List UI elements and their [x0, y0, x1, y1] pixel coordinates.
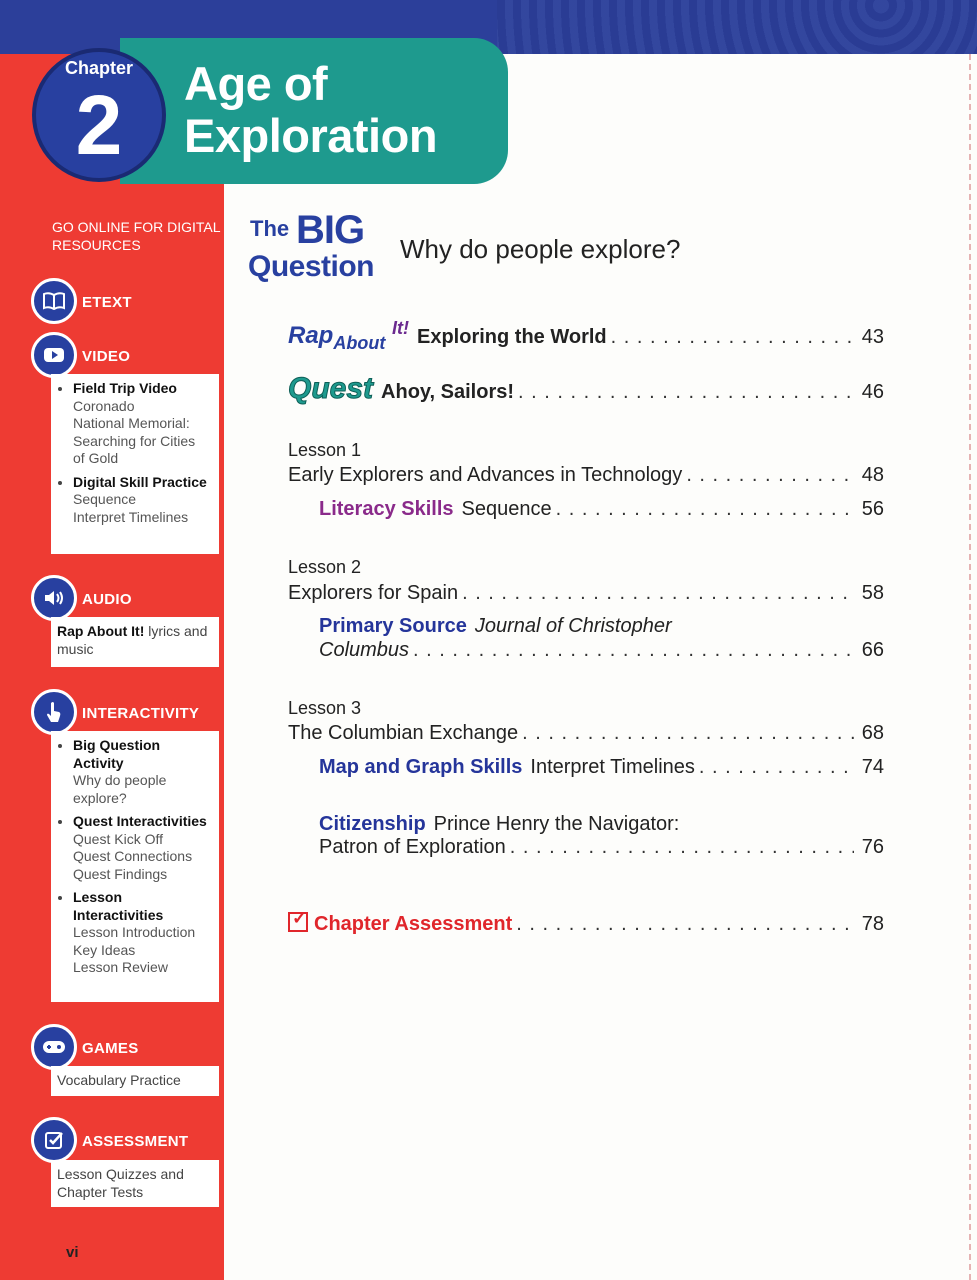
toc-page: 46	[861, 381, 884, 403]
interactivity-item-line: Quest Kick Off	[73, 830, 163, 847]
toc-title: Journal of Christopher	[474, 615, 672, 637]
feature-label: Citizenship	[319, 813, 426, 835]
toc-map-graph-row[interactable]	[319, 756, 884, 779]
big-question-text: Why do people explore?	[400, 234, 681, 264]
big-question-the: The	[250, 216, 290, 241]
big-question-logo	[248, 210, 384, 288]
toc-title: Interpret Timelines	[530, 756, 695, 778]
feature-label: Map and Graph Skills	[319, 756, 523, 778]
interactivity-item-line: Lesson Introduction	[73, 924, 196, 940]
big-question-question: Question	[248, 250, 375, 283]
pointer-hand-icon[interactable]	[31, 689, 77, 735]
chapter-title-banner	[120, 38, 508, 184]
leader-dots	[462, 582, 854, 605]
leader-dots	[522, 722, 854, 745]
leader-dots	[556, 498, 854, 521]
feature-label: Literacy Skills	[319, 498, 454, 520]
video-item-line: Sequence	[73, 491, 137, 507]
video-item-line: of Gold	[73, 450, 119, 466]
leader-dots	[686, 464, 854, 487]
toc-primary-source-row[interactable]	[319, 639, 884, 662]
video-item-line: National Memorial:	[73, 415, 190, 431]
toc-title: Explorers for Spain	[288, 582, 459, 604]
interactivity-item-line: Key Ideas	[73, 941, 136, 958]
audio-text: lyrics and music	[57, 623, 208, 657]
assessment-heading: ASSESSMENT	[82, 1133, 189, 1150]
book-icon[interactable]	[31, 278, 77, 324]
lesson-header: Lesson 3	[288, 698, 362, 718]
feature-label: Primary Source	[319, 615, 467, 637]
checkbox-icon	[288, 912, 308, 932]
it-word: It!	[392, 318, 409, 338]
toc-page: 74	[861, 756, 884, 778]
assessment-box[interactable]: Lesson Quizzes and Chapter Tests	[51, 1160, 219, 1207]
toc-quest-row[interactable]	[288, 372, 884, 406]
interactivity-item-line: Why do people	[73, 772, 167, 788]
toc-rap-row[interactable]	[288, 318, 884, 354]
interactivity-heading: INTERACTIVITY	[82, 705, 200, 722]
leader-dots	[510, 836, 854, 859]
video-item-line: Interpret Timelines	[73, 508, 189, 525]
interactivity-item-line: explore?	[73, 789, 127, 806]
audio-heading: AUDIO	[82, 591, 132, 608]
decorative-pattern	[497, 0, 977, 54]
toc-page: 76	[861, 836, 884, 858]
page-number: vi	[66, 1244, 79, 1261]
toc-lesson3-row[interactable]	[288, 722, 884, 745]
games-heading: GAMES	[82, 1040, 139, 1057]
toc-page: 78	[861, 913, 884, 935]
interactivity-item-title: Lesson Interactivities	[73, 889, 164, 923]
chapter-number: 2	[75, 78, 123, 172]
interactivity-item-title: Quest Interactivities	[73, 813, 207, 829]
toc-title: Exploring the World	[417, 326, 607, 348]
list-item[interactable]	[73, 737, 213, 807]
leader-dots	[699, 756, 854, 779]
video-item-title: Digital Skill Practice	[73, 473, 207, 490]
video-heading: VIDEO	[82, 348, 131, 365]
checkbox-icon[interactable]	[31, 1117, 77, 1163]
leader-dots	[516, 913, 854, 936]
toc-lesson2-row[interactable]	[288, 582, 884, 605]
leader-dots	[413, 639, 854, 662]
speaker-icon[interactable]	[31, 575, 77, 621]
chapter-number-badge	[32, 48, 166, 182]
toc-page: 56	[861, 498, 884, 520]
interactivity-item-line: Lesson Review	[73, 959, 168, 975]
toc-page: 43	[861, 326, 884, 348]
interactivity-item-line: Quest Connections	[73, 848, 193, 864]
toc-title: The Columbian Exchange	[288, 722, 519, 744]
audio-bold: Rap About It!	[57, 623, 145, 639]
lesson-header: Lesson 2	[288, 557, 362, 577]
big-question-big: BIG	[296, 208, 365, 252]
video-list	[51, 374, 219, 554]
toc-literacy-row[interactable]	[319, 498, 884, 521]
video-item-line: Searching for Cities	[73, 432, 196, 449]
toc-page: 58	[861, 582, 884, 604]
games-box[interactable]: Vocabulary Practice	[51, 1066, 219, 1096]
toc-title: Prince Henry the Navigator:	[433, 813, 680, 835]
toc-title: Ahoy, Sailors!	[381, 381, 515, 403]
video-item-title: Field Trip Video	[73, 380, 177, 396]
toc-title: Early Explorers and Advances in Technology	[288, 464, 683, 486]
quest-logo: Quest	[288, 372, 374, 405]
video-item-line: Coronado	[73, 397, 135, 414]
toc-title: Patron of Exploration	[319, 836, 506, 858]
toc-page: 48	[861, 464, 884, 486]
leader-dots	[611, 326, 854, 349]
lesson-header: Lesson 1	[288, 440, 362, 460]
toc-lesson1-row[interactable]	[288, 464, 884, 487]
toc-title: Sequence	[461, 498, 552, 520]
list-item[interactable]	[73, 380, 213, 468]
list-item[interactable]	[73, 813, 213, 883]
list-item[interactable]	[73, 474, 213, 527]
go-online-heading: GO ONLINE FOR DIGITAL RESOURCES	[52, 219, 221, 253]
rap-word: Rap	[288, 322, 334, 349]
toc-citizenship-row[interactable]	[319, 836, 884, 859]
toc-page: 66	[861, 639, 884, 661]
rap-about-it-logo	[288, 318, 409, 354]
primary-source-line1	[319, 615, 672, 638]
list-item[interactable]	[73, 889, 213, 977]
toc-title: Columbus	[319, 639, 410, 661]
play-icon[interactable]	[31, 332, 77, 378]
toc-title: Chapter Assessment	[314, 913, 513, 935]
toc-assessment-row[interactable]	[288, 910, 884, 936]
audio-box[interactable]	[51, 617, 219, 667]
chapter-title-line2: Exploration	[184, 109, 438, 162]
interactivity-item-line: Quest Findings	[73, 865, 168, 882]
interactivity-list	[51, 731, 219, 1002]
chapter-label: Chapter	[64, 58, 133, 78]
page-edge	[969, 54, 971, 1280]
etext-link[interactable]: ETEXT	[82, 294, 132, 311]
about-word: About	[333, 332, 386, 353]
chapter-title-line1: Age of	[184, 57, 328, 110]
citizenship-line1	[319, 813, 679, 836]
interactivity-item-title: Big Question Activity	[73, 737, 161, 771]
toc-page: 68	[861, 722, 884, 744]
leader-dots	[518, 381, 854, 404]
gamepad-icon[interactable]	[31, 1024, 77, 1070]
